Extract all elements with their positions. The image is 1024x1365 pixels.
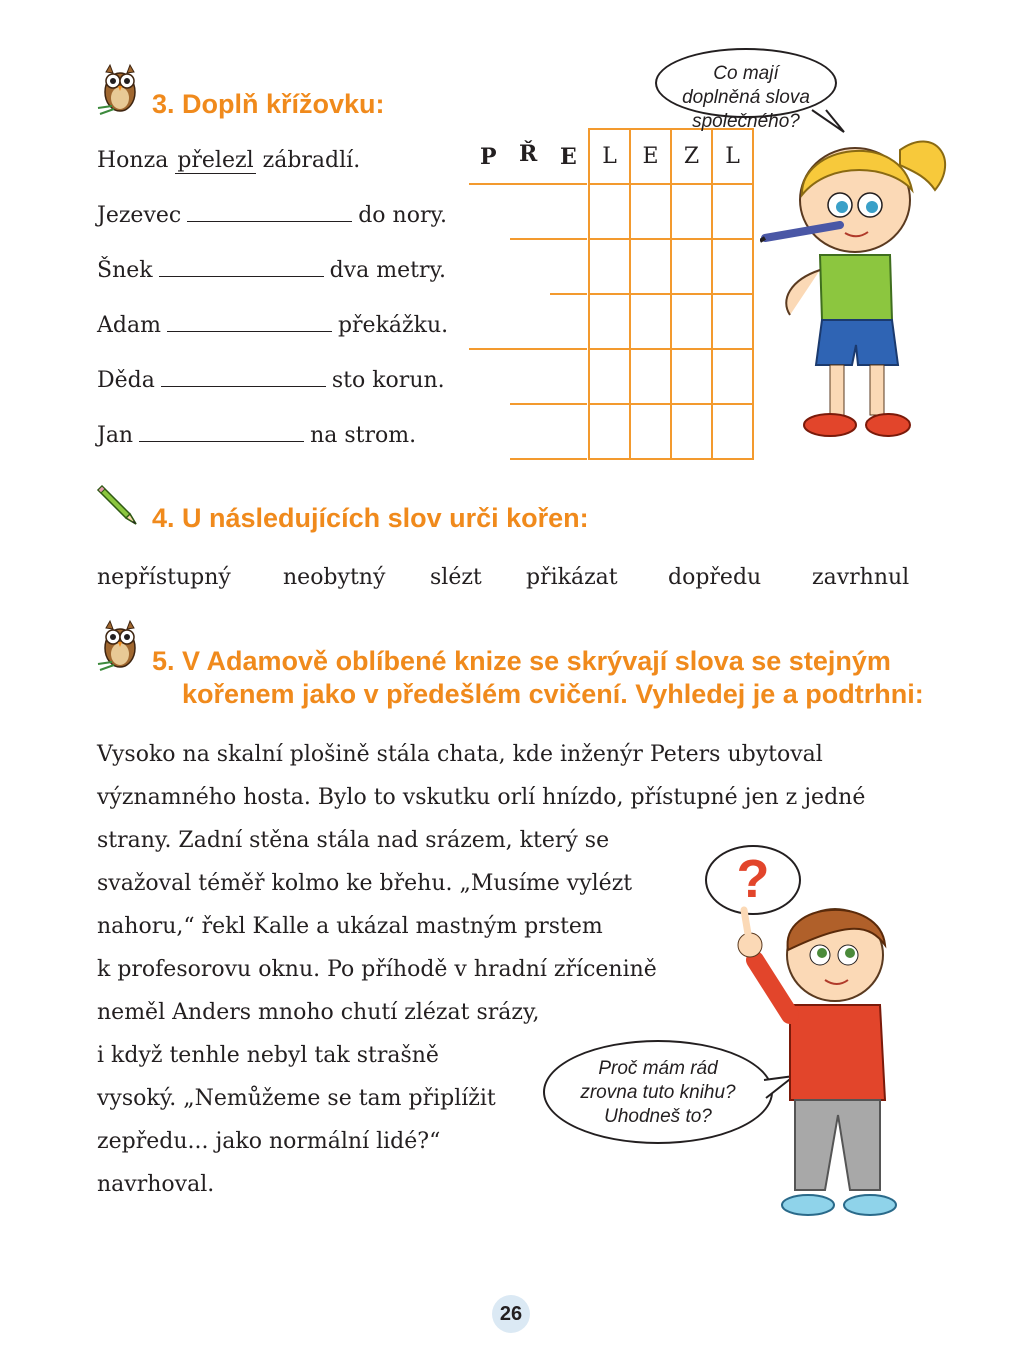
crossword-cell[interactable] <box>630 239 671 294</box>
answer-blank[interactable] <box>159 258 324 277</box>
word-item: dopředu <box>668 565 762 590</box>
answer-blank[interactable] <box>167 313 332 332</box>
word-item: neobytný <box>283 565 386 590</box>
crossword-grid <box>588 128 754 460</box>
crossword-cell[interactable] <box>712 294 753 349</box>
crossword-cell[interactable] <box>671 349 712 404</box>
sentence-end: překážku. <box>337 313 449 338</box>
prefix-letter: E <box>560 144 577 170</box>
sentence-start: Adam <box>97 313 161 338</box>
prefix-letter: Ř <box>519 141 538 167</box>
crossword-row <box>589 129 753 184</box>
story-line: neměl Anders mnoho chutí zlézat srázy, <box>97 1000 540 1025</box>
boy-illustration <box>730 900 920 1230</box>
exercise-5-title-line-2: kořenem jako v předešlém cvičení. Vyhledej je a podtrhni: <box>182 679 924 709</box>
prefix-dash <box>469 183 587 185</box>
crossword-cell[interactable] <box>589 404 630 459</box>
sentence-end: zábradlí. <box>262 148 361 173</box>
story-line: svažoval téměř kolmo ke břehu. „Musíme vylézt <box>97 871 633 896</box>
prefix-dash <box>550 293 587 295</box>
crossword-cell[interactable] <box>671 239 712 294</box>
story-line: nahoru,“ řekl Kalle a ukázal mastným prstem <box>97 914 603 939</box>
girl-illustration <box>760 120 960 450</box>
story-line: strany. Zadní stěna stála nad srázem, který se <box>97 828 610 853</box>
question-mark-icon: ? <box>736 849 770 909</box>
crossword-cell[interactable] <box>712 184 753 239</box>
crossword-cell[interactable] <box>712 349 753 404</box>
page-number: 26 <box>492 1295 530 1333</box>
exercise-5-title-line-1: 5. V Adamově oblíbené knize se skrývají slova se stejným <box>152 646 891 676</box>
answer-blank[interactable] <box>139 423 304 442</box>
sentence-start: Jezevec <box>97 203 182 228</box>
answer-blank[interactable] <box>161 368 326 387</box>
crossword-cell[interactable] <box>712 239 753 294</box>
crossword-cell[interactable] <box>589 294 630 349</box>
sentence-end: dva metry. <box>329 258 446 283</box>
sentence-5 <box>97 368 445 393</box>
prefix-dash <box>469 348 587 350</box>
answer-filled: přelezl <box>177 148 254 173</box>
exercise-4-title: 4. U následujících slov urči kořen: <box>152 503 589 533</box>
crossword-cell[interactable]: Z <box>671 129 712 184</box>
sentence-start: Děda <box>97 368 155 393</box>
sentence-start: Honza <box>97 148 169 173</box>
crossword-cell[interactable] <box>630 349 671 404</box>
story-line: i když tenhle nebyl tak strašně <box>97 1043 439 1068</box>
crossword-cell[interactable] <box>589 349 630 404</box>
sentence-3 <box>97 258 446 283</box>
sentence-end: do nory. <box>358 203 447 228</box>
prefix-dash <box>510 238 587 240</box>
crossword-cell[interactable] <box>671 184 712 239</box>
crossword-cell[interactable] <box>630 294 671 349</box>
story-line: zepředu... jako normální lidé?“ <box>97 1129 441 1154</box>
bubble-text: Proč mám rád zrovna tuto knihu? Uhodneš to? <box>580 1058 736 1127</box>
crossword-row <box>589 239 753 294</box>
word-item: přikázat <box>526 565 618 590</box>
crossword-cell[interactable]: E <box>630 129 671 184</box>
story-line: k profesorovu oknu. Po příhodě v hradní zřícenině <box>97 957 657 982</box>
owl-icon <box>96 58 144 118</box>
owl-icon <box>96 614 144 674</box>
crossword-cell[interactable] <box>712 404 753 459</box>
crossword-cell[interactable] <box>630 404 671 459</box>
answer-blank[interactable] <box>187 203 352 222</box>
sentence-6 <box>97 423 416 448</box>
sentence-4 <box>97 313 448 338</box>
crossword-cell[interactable] <box>671 404 712 459</box>
sentence-start: Jan <box>97 423 134 448</box>
word-item: zavrhnul <box>812 565 910 590</box>
pencil-icon <box>96 480 144 528</box>
story-line: navrhoval. <box>97 1172 215 1197</box>
story-line: vysoký. „Nemůžeme se tam připlížit <box>97 1086 496 1111</box>
crossword-cell[interactable]: L <box>712 129 753 184</box>
bubble-text: Co mají doplněná slova společného? <box>682 63 810 132</box>
prefix-dash <box>510 458 587 460</box>
sentence-end: na strom. <box>310 423 417 448</box>
sentence-2 <box>97 203 447 228</box>
exercise-3-title: 3. Doplň křížovku: <box>152 89 385 119</box>
crossword-row <box>589 294 753 349</box>
word-item: nepřístupný <box>97 565 231 590</box>
crossword-row <box>589 404 753 459</box>
crossword-cell[interactable] <box>630 184 671 239</box>
story-line: Vysoko na skalní plošině stála chata, kde inženýr Peters ubytoval <box>97 742 823 767</box>
sentence-start: Šnek <box>97 258 153 283</box>
crossword-cell[interactable] <box>589 184 630 239</box>
crossword-row <box>589 184 753 239</box>
sentence-1 <box>97 148 360 173</box>
crossword-cell[interactable]: L <box>589 129 630 184</box>
crossword-cell[interactable] <box>671 294 712 349</box>
story-line: významného hosta. Bylo to vskutku orlí hnízdo, přístupné jen z jedné <box>97 785 866 810</box>
sentence-end: sto korun. <box>331 368 445 393</box>
crossword-row <box>589 349 753 404</box>
prefix-dash <box>510 403 587 405</box>
crossword-cell[interactable] <box>589 239 630 294</box>
prefix-letter: P <box>480 144 497 170</box>
word-item: slézt <box>430 565 482 590</box>
